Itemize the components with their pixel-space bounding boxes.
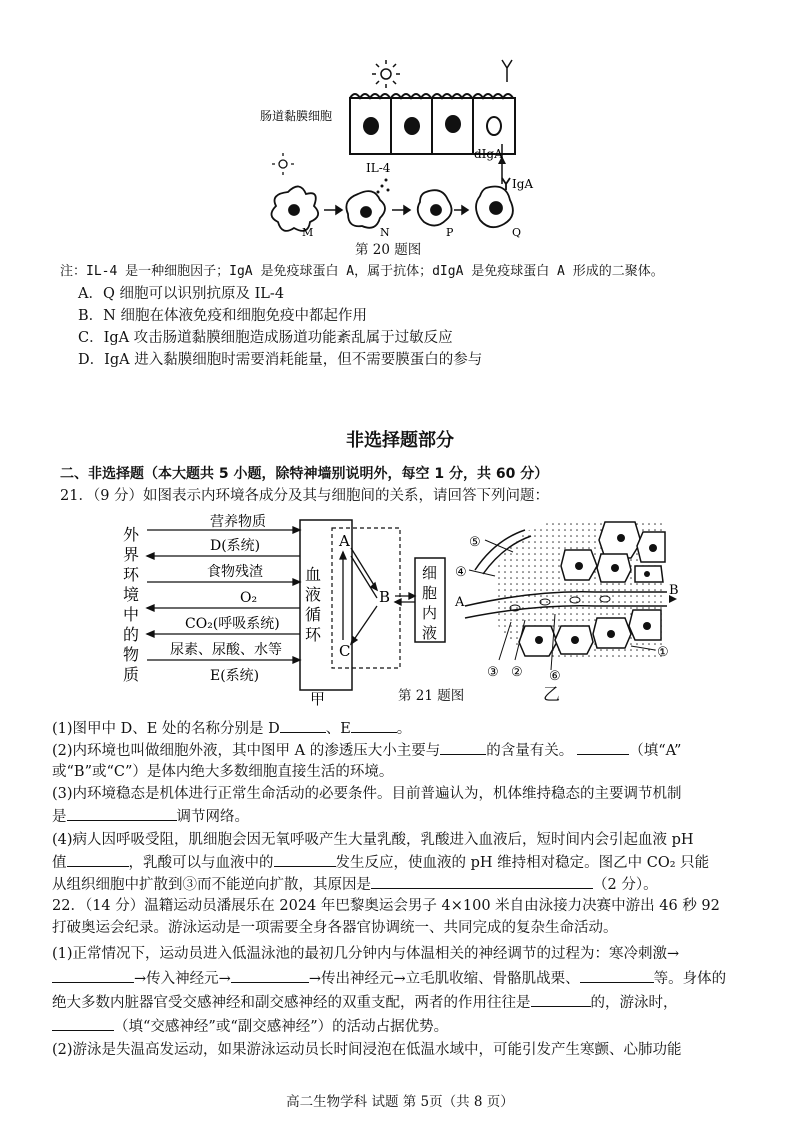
arrow-right-icon bbox=[409, 593, 415, 599]
antigen-icon-2 bbox=[272, 153, 294, 175]
q21-p2-b: 的含量有关。 bbox=[486, 743, 574, 759]
label-a: A bbox=[339, 532, 350, 550]
q22-line6 bbox=[52, 1016, 448, 1037]
answer-blank-nerve[interactable] bbox=[52, 1016, 114, 1031]
q21-p2-c: （填“A” bbox=[629, 743, 682, 759]
q22-line5 bbox=[52, 992, 678, 1013]
q22-l4-c: 等。身体的 bbox=[653, 971, 727, 987]
q21-p2-d: 或“B”或“C”）是体内绝大多数细胞直接生活的环境。 bbox=[52, 764, 394, 780]
intra-char-2: 内 bbox=[422, 604, 438, 622]
outer-char-0: 外 bbox=[123, 525, 140, 544]
q21-p3-a: (3)内环境稳态是机体进行正常生命活动的必要条件。目前普遍认为，机体维持稳态的主要调节机制 bbox=[52, 786, 682, 802]
fig21-caption: 第 21 题图 bbox=[398, 688, 465, 704]
answer-blank-environment[interactable] bbox=[577, 740, 629, 755]
q21-p4-a: (4)病人因呼吸受阻，肌细胞会因无氧呼吸产生大量乳酸，乳酸进入血液后，短时间内会引起血液 pH bbox=[52, 832, 694, 848]
yi-label-a: A bbox=[455, 595, 465, 610]
label-co2: CO₂(呼吸系统) bbox=[185, 616, 280, 632]
outer-char-3: 境 bbox=[123, 585, 140, 604]
cell-n bbox=[346, 191, 385, 228]
arrow-left-icon bbox=[147, 553, 154, 559]
label-e-system: E(系统) bbox=[210, 668, 260, 684]
answer-blank-regulation[interactable] bbox=[67, 806, 177, 821]
q21-part3b bbox=[52, 806, 249, 827]
fig20-label-digA: dIgA bbox=[474, 147, 503, 161]
yi-label-3: ③ bbox=[487, 665, 499, 680]
fig20-label-q: Q bbox=[512, 226, 522, 239]
q21-p4-b: 值 bbox=[52, 855, 67, 871]
figure-20 bbox=[250, 60, 534, 240]
label-d-system: D(系统) bbox=[210, 538, 261, 554]
yi-label-6: ⑥ bbox=[549, 669, 561, 684]
answer-blank-buffer[interactable] bbox=[274, 852, 336, 867]
q22-line7: (2)游泳是失温高发运动，如果游泳运动员长时间浸泡在低温水域中，可能引发产生寒颤、心肺功能 bbox=[52, 1042, 682, 1058]
blood-char-0: 血 bbox=[305, 565, 322, 584]
il4-dots bbox=[377, 179, 390, 194]
q21-p2-a: (2)内环境也叫做细胞外液，其中图甲 A 的渗透压大小主要与 bbox=[52, 743, 441, 759]
arrow-right-icon bbox=[293, 579, 300, 585]
cell-p bbox=[418, 190, 452, 225]
arrow-left-icon bbox=[147, 605, 154, 611]
cell-q bbox=[476, 178, 513, 227]
outer-char-4: 中 bbox=[123, 605, 140, 624]
arrow-left-icon bbox=[147, 631, 154, 637]
yi-label-5: ⑤ bbox=[469, 535, 481, 550]
q21-p4-d: 发生反应，使血液的 pH 维持相对稳定。图乙中 CO₂ 只能 bbox=[335, 855, 710, 871]
blood-char-2: 循 bbox=[305, 605, 322, 624]
label-c: C bbox=[339, 642, 351, 660]
fig20-label-n: N bbox=[380, 226, 390, 239]
q22-line4 bbox=[52, 968, 726, 989]
section-title: 非选择题部分 bbox=[346, 430, 454, 451]
label-nutrients: 营养物质 bbox=[210, 514, 266, 530]
arrow-right-icon bbox=[293, 657, 300, 663]
figure-21-jia bbox=[115, 508, 460, 708]
q21-part1 bbox=[52, 718, 411, 739]
label-food-residue: 食物残渣 bbox=[207, 564, 263, 580]
yi-label-2: ② bbox=[511, 665, 523, 680]
q21-stem: 21．（9 分）如图表示内环境各成分及其与细胞间的关系，请回答下列问题： bbox=[60, 488, 550, 504]
q20-option-b: B．N 细胞在体液免疫和细胞免疫中都起作用 bbox=[78, 308, 367, 324]
q22-l4-b: →传出神经元→立毛肌收缩、骨骼肌战栗、 bbox=[308, 971, 580, 987]
q22-l4-a: →传入神经元→ bbox=[134, 971, 231, 987]
outer-char-7: 质 bbox=[123, 665, 140, 684]
q21-part4e bbox=[52, 874, 658, 895]
outer-char-2: 环 bbox=[123, 565, 140, 584]
antibody-icon bbox=[502, 60, 512, 82]
arrow-right-icon bbox=[293, 527, 300, 533]
outer-char-6: 物 bbox=[123, 645, 140, 664]
q22-l6: （填“交感神经”或“副交感神经”）的活动占据优势。 bbox=[114, 1019, 449, 1035]
label-b: B bbox=[379, 588, 391, 606]
answer-blank-reason[interactable] bbox=[371, 874, 593, 889]
q20-option-c: C．IgA 攻击肠道黏膜细胞造成肠道功能紊乱属于过敏反应 bbox=[78, 330, 453, 346]
answer-blank-relationship[interactable] bbox=[531, 992, 591, 1007]
q21-part4b bbox=[52, 852, 709, 873]
q21-p3-c: 调节网络。 bbox=[176, 809, 249, 825]
fig20-label-il4: IL-4 bbox=[366, 161, 391, 175]
page-footer: 高二生物学科 试题 第 5页（共 8 页） bbox=[286, 1094, 514, 1110]
intra-char-1: 胞 bbox=[422, 584, 438, 602]
q21-p4-c: ，乳酸可以与血液中的 bbox=[128, 855, 274, 871]
section-header: 二、非选择题（本大题共 5 小题，除特神墙别说明外，每空 1 分，共 60 分） bbox=[60, 466, 549, 482]
answer-blank-e[interactable] bbox=[351, 718, 397, 733]
q21-p4-f: （2 分）。 bbox=[593, 877, 658, 893]
arrow-up-icon bbox=[340, 552, 346, 559]
q22-l5-a: 绝大多数内脏器官受交感神经和副交感神经的双重支配，两者的作用往往是 bbox=[52, 995, 531, 1011]
answer-blank-d[interactable] bbox=[280, 718, 326, 733]
q21-p1-c: 。 bbox=[396, 721, 412, 737]
arrow-p-to-q bbox=[454, 206, 468, 214]
label-o2: O₂ bbox=[240, 590, 258, 606]
q21-p1-b: 、E bbox=[325, 721, 351, 737]
q21-p1-a: (1)图甲中 D、E 处的名称分别是 D bbox=[52, 721, 280, 737]
fig20-label-p: P bbox=[446, 226, 454, 239]
fig20-label-mucosa: 肠道黏膜细胞 bbox=[260, 109, 333, 123]
intra-char-3: 液 bbox=[422, 624, 438, 642]
q22-line1: 22．（14 分）温籍运动员潘展乐在 2024 年巴黎奥运会男子 4×100 米自由泳接力决赛中游出 46 秒 92 bbox=[52, 898, 720, 914]
label-yi: 乙 bbox=[543, 685, 560, 705]
q21-p4-e: 从组织细胞中扩散到③而不能逆向扩散，其原因是 bbox=[52, 877, 371, 893]
blood-char-3: 环 bbox=[305, 625, 322, 644]
yi-label-b: B bbox=[669, 583, 679, 598]
fig20-caption: 第 20 题图 bbox=[355, 242, 422, 258]
answer-blank-receptor[interactable] bbox=[52, 968, 134, 983]
q20-note: 注：IL-4 是一种细胞因子；IgA 是免疫球蛋白 A，属于抗体；dIgA 是免疫球蛋白 A 形成的二聚体。 bbox=[60, 264, 664, 279]
intra-char-0: 细 bbox=[422, 564, 438, 582]
q20-option-d: D．IgA 进入黏膜细胞时需要消耗能量，但不需要膜蛋白的参与 bbox=[78, 352, 483, 368]
q22-line2: 打破奥运会纪录。游泳运动是一项需要全身各器官协调统一、共同完成的复杂生命活动。 bbox=[52, 920, 618, 936]
arrow-m-to-n bbox=[324, 206, 342, 214]
answer-blank-ph[interactable] bbox=[67, 852, 129, 867]
q22-l5-b: 的，游泳时， bbox=[590, 995, 678, 1011]
fig20-label-m: M bbox=[302, 226, 314, 239]
label-urea: 尿素、尿酸、水等 bbox=[170, 642, 282, 658]
blood-char-1: 液 bbox=[305, 585, 322, 604]
outer-char-5: 的 bbox=[123, 625, 140, 644]
cell-m bbox=[271, 186, 318, 230]
q20-option-a: A．Q 细胞可以识别抗原及 IL-4 bbox=[78, 286, 285, 302]
answer-blank-osmotic[interactable] bbox=[440, 740, 486, 755]
answer-blank-effector[interactable] bbox=[580, 968, 654, 983]
answer-blank-center[interactable] bbox=[231, 968, 309, 983]
q22-line3: (1)正常情况下，运动员进入低温泳池的最初几分钟内与体温相关的神经调节的过程为：寒冷刺激→ bbox=[52, 946, 680, 962]
q21-p3-b: 是 bbox=[52, 809, 67, 825]
yi-label-4: ④ bbox=[455, 565, 467, 580]
outer-char-1: 界 bbox=[123, 545, 140, 564]
antigen-icon bbox=[372, 60, 400, 88]
arrow-left-icon bbox=[395, 599, 401, 605]
q21-part2 bbox=[52, 740, 681, 761]
yi-label-1: ① bbox=[657, 645, 669, 660]
figure-21-yi bbox=[455, 510, 685, 682]
fig20-label-igA: IgA bbox=[512, 177, 534, 191]
arrow-n-to-p bbox=[392, 206, 410, 214]
label-jia: 甲 bbox=[310, 690, 326, 708]
